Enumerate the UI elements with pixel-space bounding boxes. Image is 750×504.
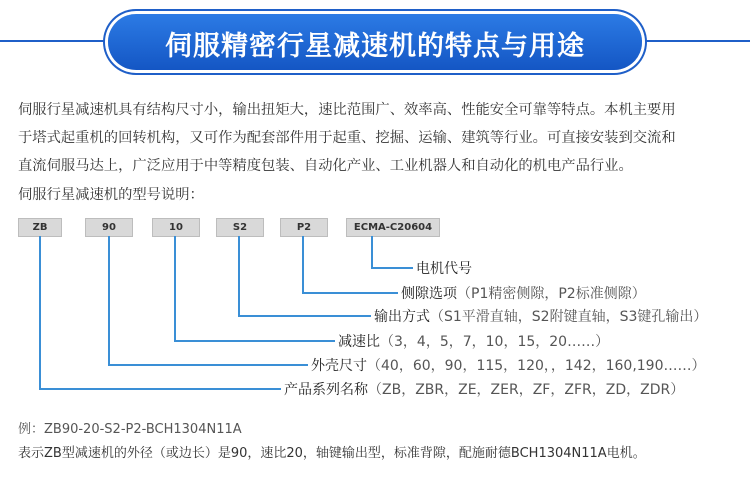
connector-series-v	[39, 236, 41, 389]
model-caption: 伺服行星减速机的型号说明：	[18, 187, 204, 203]
code-box-motor: ECMA-C20604	[346, 218, 440, 237]
label-output-options: （S1平滑直轴，S2附键直轴，S3键孔输出）	[430, 309, 708, 325]
label-series	[284, 379, 684, 399]
example-description: 表示ZB型减速机的外径（或边长）是90，速比20，轴键输出型，标准背隙，配施耐德BCH1304N11A电机。	[18, 446, 646, 461]
connector-size-h	[108, 364, 308, 366]
label-series-options: （ZB，ZBR，ZE，ZER，ZF，ZFR，ZD，ZDR）	[368, 382, 685, 398]
label-size-name: 外壳尺寸	[311, 358, 367, 374]
code-box-output: S2	[216, 218, 264, 237]
intro-line: 直流伺服马达上，广泛应用于中等精度包装、自动化产业、工业机器人和自动化的机电产品行业。	[18, 158, 633, 174]
connector-size-v	[108, 236, 110, 365]
label-output-name: 输出方式	[374, 309, 430, 325]
intro-paragraph	[18, 96, 734, 180]
label-size	[311, 355, 706, 375]
intro-line: 伺服行星减速机具有结构尺寸小，输出扭矩大，速比范围广、效率高、性能安全可靠等特点。本机主要用	[18, 102, 676, 118]
connector-backlash-h	[302, 292, 398, 294]
label-motor	[416, 258, 472, 278]
banner-pill	[108, 14, 642, 70]
connector-ratio-v	[174, 236, 176, 341]
connector-output-v	[238, 236, 240, 316]
code-box-series: ZB	[18, 218, 62, 237]
connector-ratio-h	[174, 340, 335, 342]
banner-title: 伺服精密行星减速机的特点与用途	[165, 31, 585, 62]
label-backlash-name: 侧隙选项	[401, 286, 457, 302]
code-box-size: 90	[85, 218, 133, 237]
code-box-ratio: 10	[152, 218, 200, 237]
connector-series-h	[39, 388, 281, 390]
label-output	[374, 306, 707, 326]
label-series-name: 产品系列名称	[284, 382, 368, 398]
intro-line: 于塔式起重机的回转机构，又可作为配套部件用于起重、挖掘、运输、建筑等行业。可直接安装到交流和	[18, 130, 676, 146]
label-motor-name: 电机代号	[416, 261, 472, 277]
example-code: 例：ZB90-20-S2-P2-BCH1304N11A	[18, 422, 242, 437]
label-backlash	[401, 283, 646, 303]
connector-motor-v	[371, 236, 373, 268]
connector-motor-h	[371, 267, 413, 269]
label-ratio	[338, 331, 609, 351]
label-ratio-name: 减速比	[338, 334, 380, 350]
label-ratio-options: （3，4，5，7，10，15，20……）	[380, 334, 610, 350]
label-backlash-options: （P1精密侧隙，P2标准侧隙）	[457, 286, 646, 302]
connector-output-h	[238, 315, 371, 317]
connector-backlash-v	[302, 236, 304, 293]
code-box-backlash: P2	[280, 218, 328, 237]
label-size-options: （40，60，90，115，120，，142，160,190……）	[367, 358, 706, 374]
banner	[0, 6, 750, 76]
